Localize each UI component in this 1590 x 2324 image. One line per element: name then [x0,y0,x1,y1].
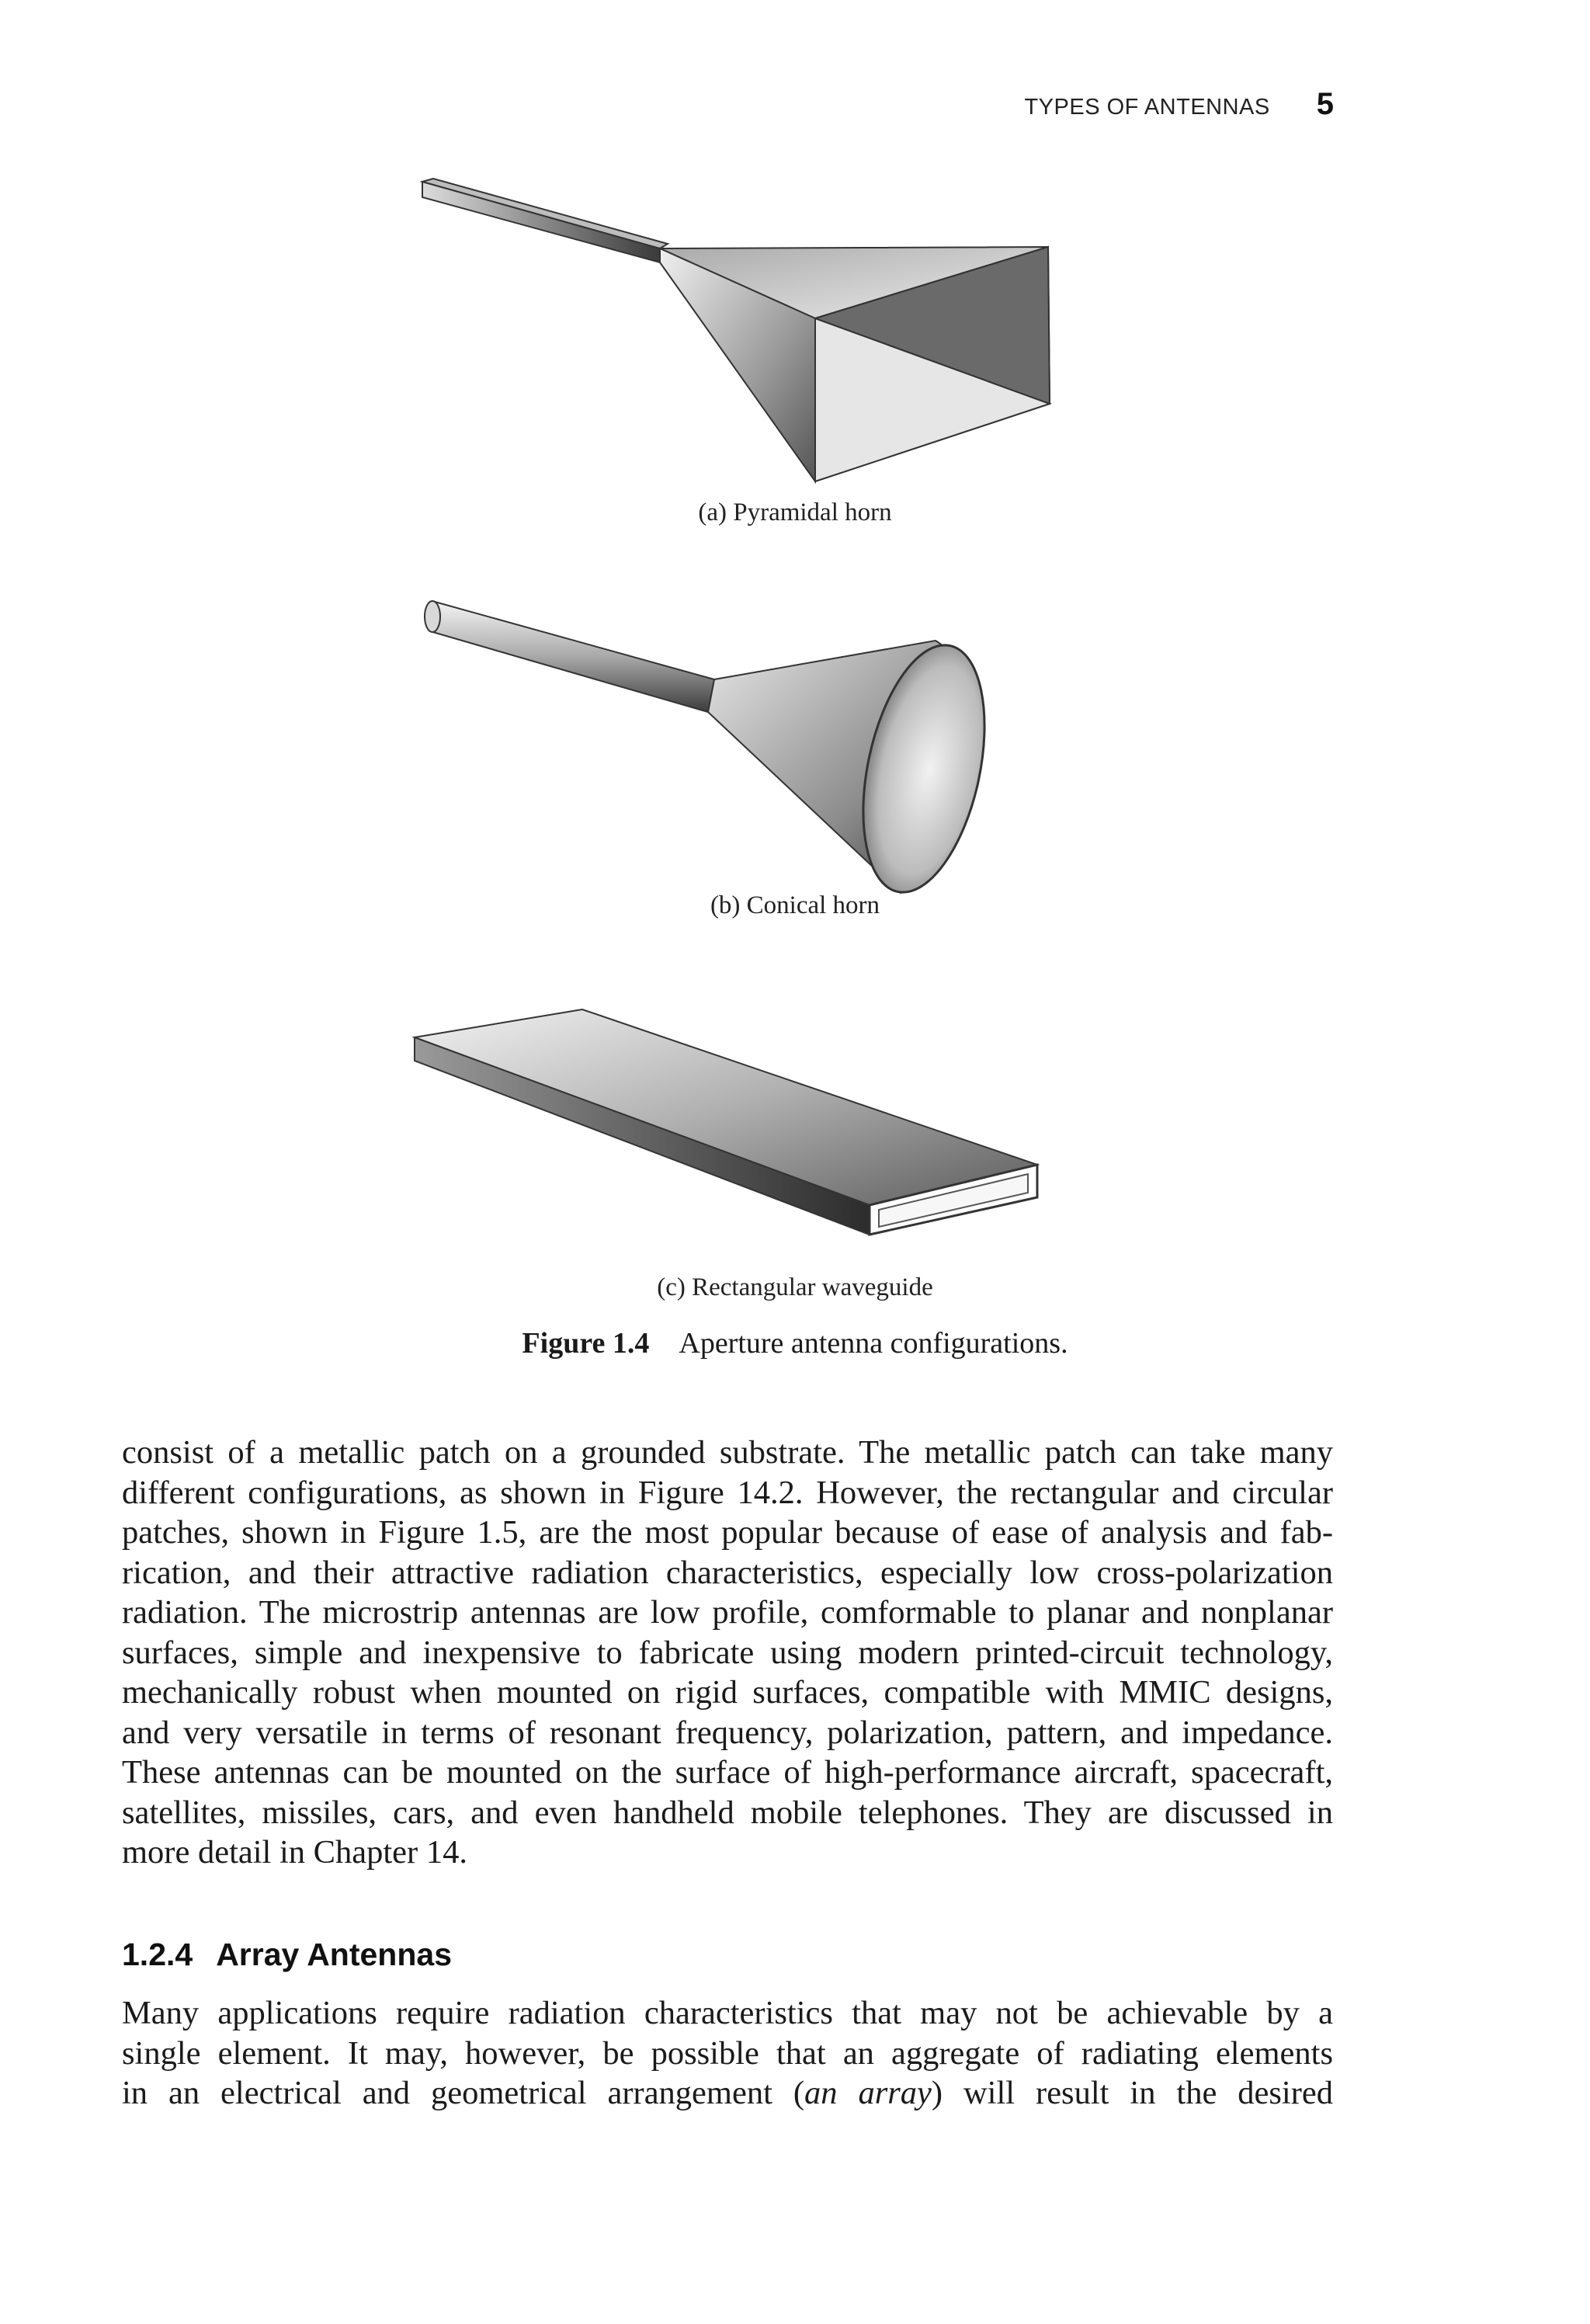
paragraph-line: more detail in Chapter 14. [122,1834,467,1871]
paragraph-line: consist of a metallic patch on a grounded substrate. The metallic patch can take many [122,1434,1333,1471]
rectangular-waveguide-illustration [404,1002,1048,1258]
pyramidal-horn-illustration [411,171,1079,497]
italic-term: an array [804,2075,932,2111]
running-head [1024,87,1334,122]
section-number: 1.2.4 [122,1937,193,1972]
paragraph-line: radiation. The microstrip antennas are low profile, comformable to planar and nonplanar [122,1594,1333,1631]
figure-caption [0,1326,1590,1360]
paragraph-line: surfaces, simple and inexpensive to fabricate using modern printed-circuit technology, [122,1634,1333,1671]
running-head-title: TYPES OF ANTENNAS [1024,95,1270,120]
page-number: 5 [1316,87,1334,121]
section-title: Array Antennas [216,1937,452,1972]
paragraph-line: satellites, missiles, cars, and even handheld mobile telephones. They are discussed in [122,1794,1333,1831]
text-run: in an electrical and geometrical arrangement ( [122,2075,804,2111]
paragraph-line: mechanically robust when mounted on rigid surfaces, compatible with MMIC designs, [122,1674,1333,1711]
paragraph-line: rication, and their attractive radiation characteristics, especially low cross-polarization [122,1554,1333,1591]
body-paragraph-2 [122,1993,1333,2114]
figure-label: Figure 1.4 [522,1327,650,1360]
subfigure-caption-c: (c) Rectangular waveguide [657,1273,933,1301]
paragraph-line: single element. It may, however, be possible that an aggregate of radiating elements [122,2034,1333,2072]
paragraph-line: different configurations, as shown in Figure 14.2. However, the rectangular and circular [122,1474,1333,1511]
text-run: ) will result in the desired [931,2075,1333,2111]
conical-horn-illustration [419,578,1040,905]
subfigure-caption-a: (a) Pyramidal horn [698,498,892,526]
body-paragraph-1 [122,1433,1333,1873]
paragraph-line: patches, shown in Figure 1.5, are the most popular because of ease of analysis and fab- [122,1514,1333,1551]
subfigure-caption-b: (b) Conical horn [710,891,880,919]
paragraph-line: These antennas can be mounted on the surface of high-performance aircraft, spacecraft, [122,1754,1333,1791]
paragraph-line: Many applications require radiation characteristics that may not be achievable by a [122,1995,1333,2031]
figure-caption-text: Aperture antenna configurations. [679,1327,1068,1360]
paragraph-line [122,2073,1333,2114]
paragraph-line: and very versatile in terms of resonant frequency, polarization, pattern, and impedance. [122,1714,1333,1751]
section-heading [122,1937,452,1973]
